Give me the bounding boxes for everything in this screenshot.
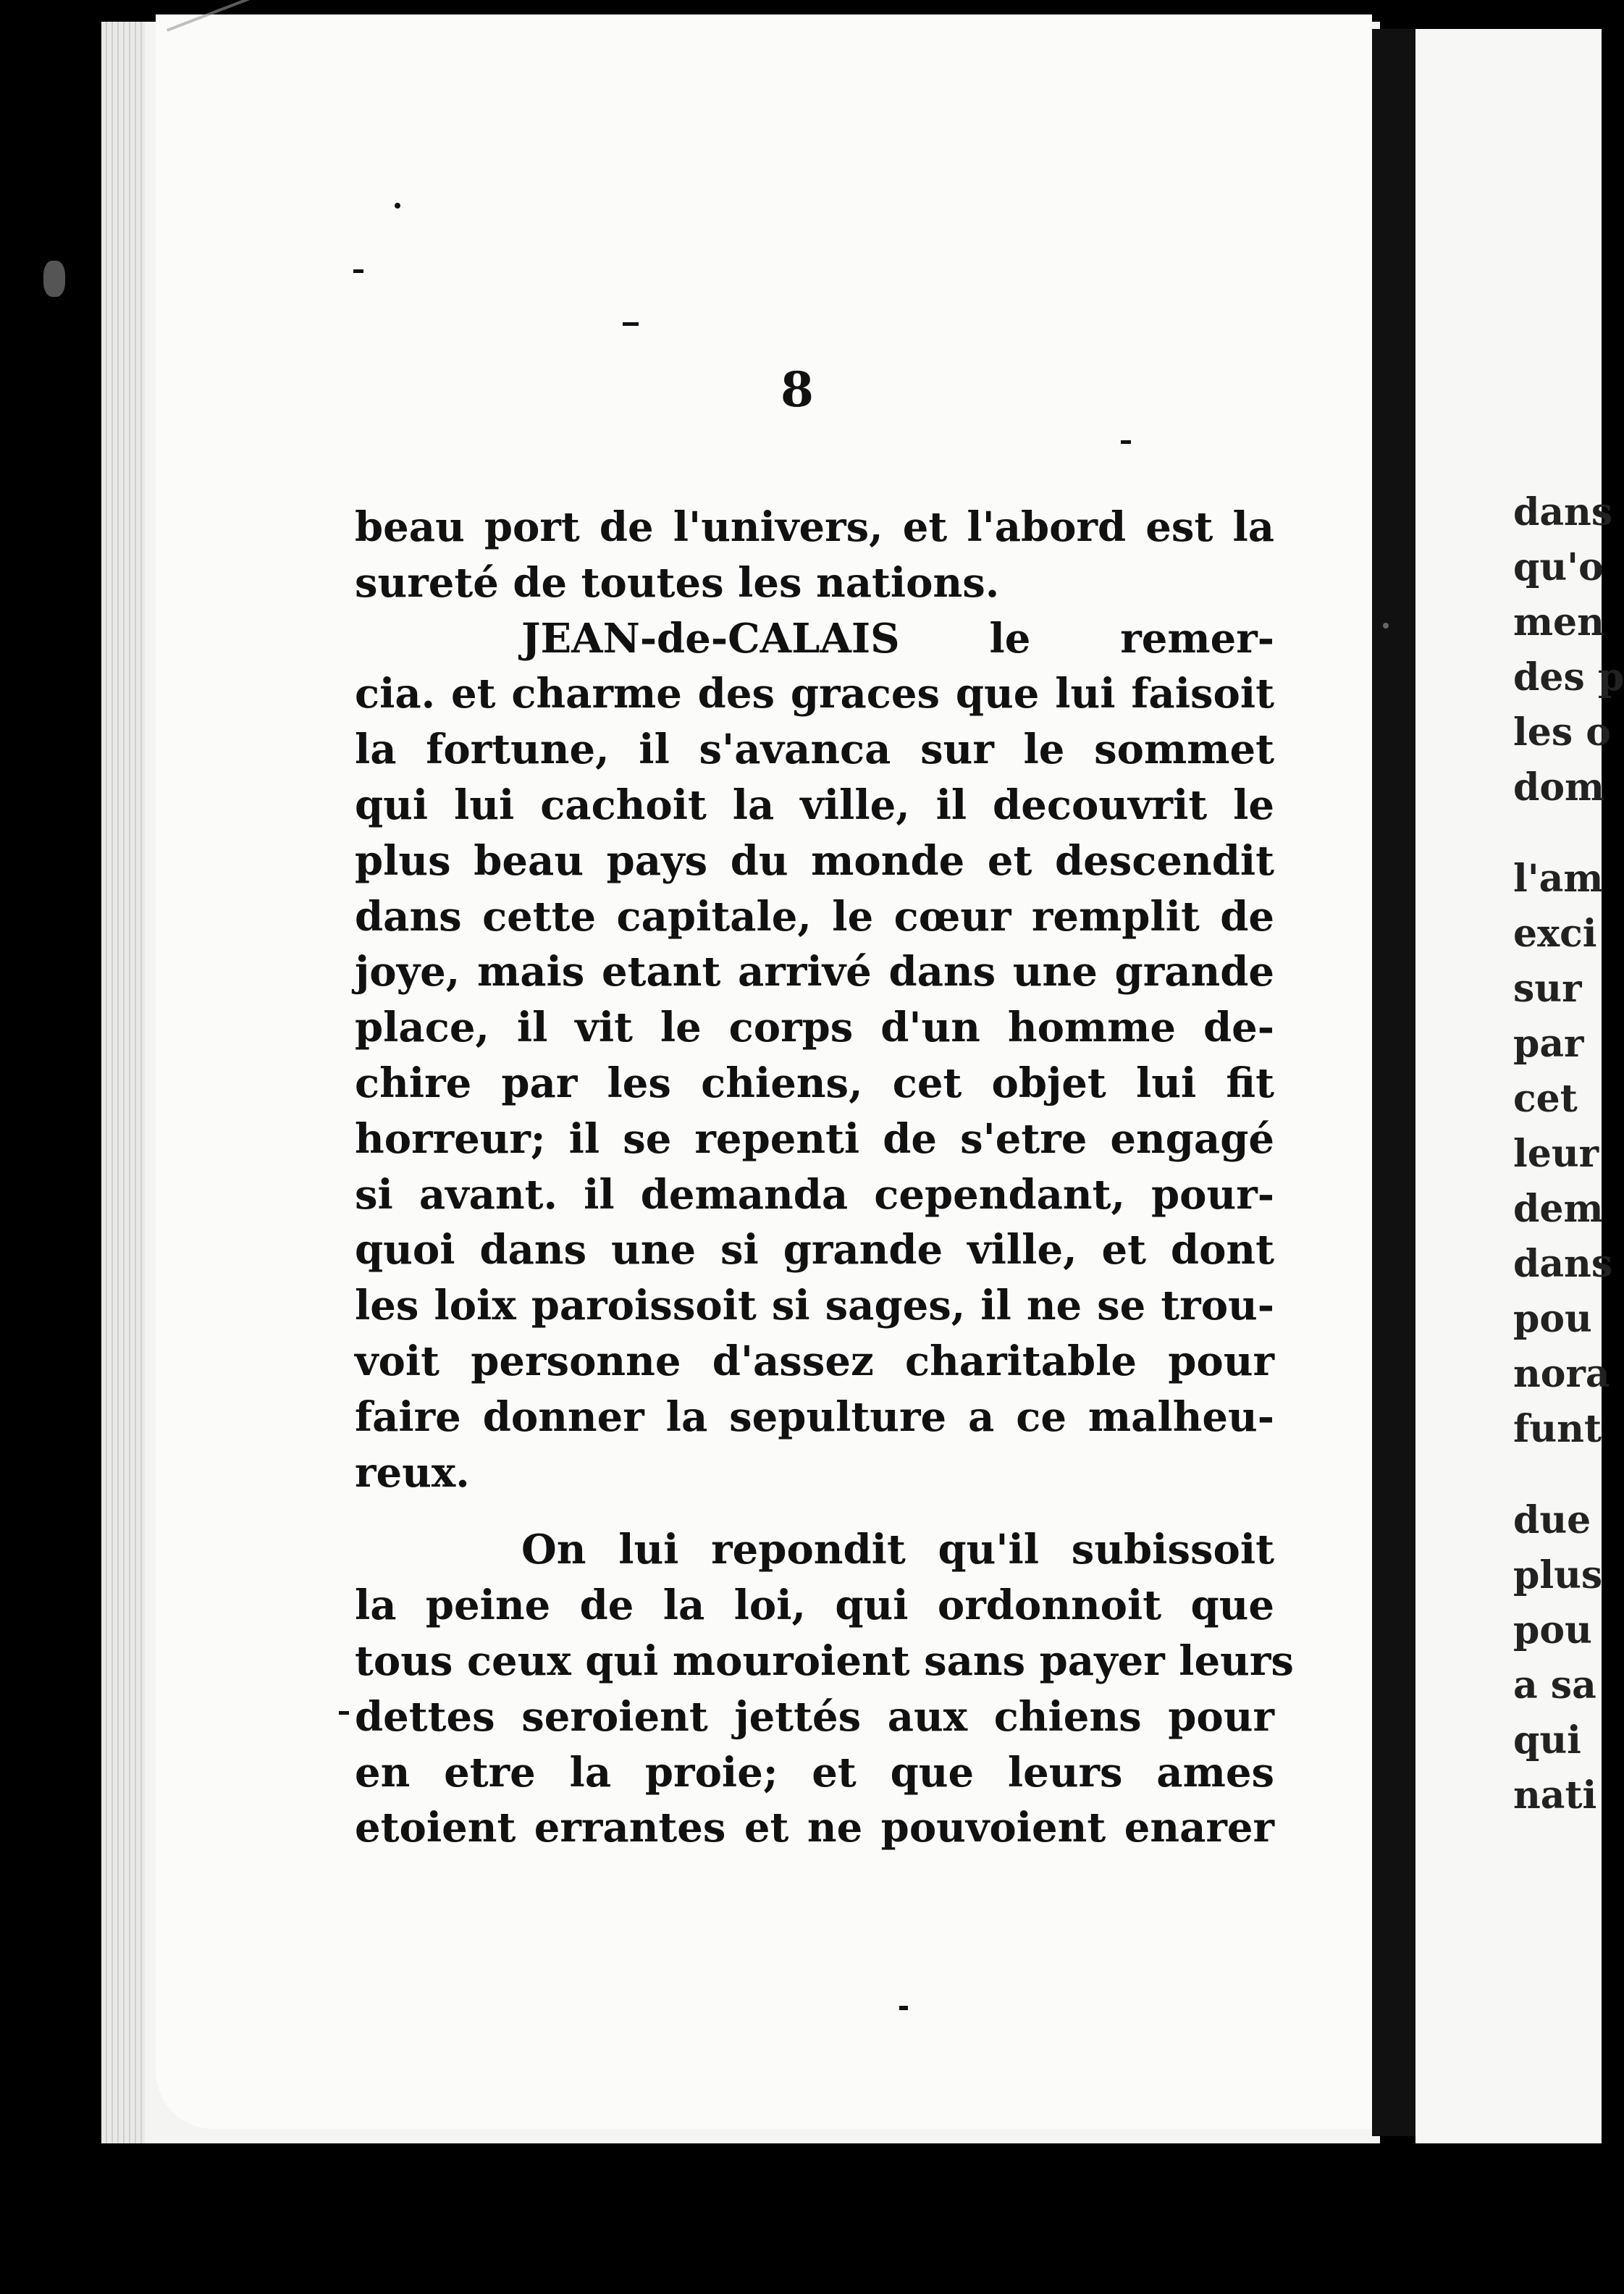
- facing-line: a sa: [1513, 1663, 1596, 1707]
- ink-speck: [43, 261, 65, 297]
- facing-line: sur: [1513, 967, 1582, 1011]
- text-line: joye, mais etant arrivé dans une grande: [355, 948, 1274, 996]
- facing-line: dans: [1513, 490, 1613, 534]
- text-line: la peine de la loi, qui ordonnoit que: [355, 1581, 1274, 1630]
- facing-line: men: [1513, 600, 1604, 644]
- text-line: faire donner la sepulture a ce malheu-: [355, 1392, 1274, 1441]
- page-edges: [101, 22, 145, 2143]
- text-line: chire par les chiens, cet objet lui fit: [355, 1059, 1274, 1107]
- facing-line: dem: [1513, 1187, 1604, 1231]
- ink-speck: [899, 2006, 908, 2010]
- text-line: tous ceux qui mouroient sans payer leurs: [355, 1637, 1294, 1685]
- facing-line: pou: [1513, 1608, 1592, 1652]
- book-gutter: [1372, 29, 1415, 2136]
- text-line: place, il vit le corps d'un homme de-: [355, 1004, 1274, 1052]
- facing-line: leur: [1513, 1132, 1599, 1176]
- text-line: On lui repondit qu'il subissoit: [521, 1526, 1274, 1574]
- ink-speck: [353, 269, 363, 273]
- text-line: qui lui cachoit la ville, il decouvrit le: [355, 781, 1274, 829]
- facing-line: par: [1513, 1022, 1584, 1066]
- body-text: [355, 500, 1294, 1856]
- facing-line: funt: [1513, 1407, 1602, 1451]
- ink-speck: [1383, 623, 1389, 629]
- page-number: 8: [781, 361, 814, 418]
- text-line: les loix paroissoit si sages, il ne se trou-: [355, 1282, 1274, 1330]
- text-line: en etre la proie; et que leurs ames: [355, 1748, 1274, 1797]
- facing-line: qui: [1513, 1718, 1581, 1762]
- facing-line: nora: [1513, 1352, 1610, 1396]
- facing-line: pou: [1513, 1297, 1592, 1341]
- text-line: quoi dans une si grande ville, et dont: [355, 1226, 1274, 1274]
- text-line: si avant. il demanda cependant, pour-: [355, 1170, 1274, 1219]
- text-line: voit personne d'assez charitable pour: [355, 1337, 1274, 1385]
- facing-line: exci: [1513, 912, 1597, 956]
- text-line: sureté de toutes les nations.: [355, 558, 1000, 607]
- facing-line: dans: [1513, 1242, 1613, 1286]
- text-line: etoient errantes et ne pouvoient enarer: [355, 1804, 1274, 1852]
- ink-speck: [1121, 440, 1131, 444]
- ink-speck: [339, 1711, 349, 1715]
- text-line: reux.: [355, 1448, 470, 1497]
- text-line: beau port de l'univers, et l'abord est la: [355, 503, 1274, 551]
- text-line: plus beau pays du monde et descendit: [355, 836, 1274, 885]
- facing-line: due: [1513, 1498, 1591, 1542]
- facing-line: nati: [1513, 1773, 1597, 1818]
- facing-line: l'am: [1513, 857, 1604, 901]
- facing-line: dom: [1513, 765, 1605, 810]
- text-line: cia. et charme des graces que lui faisoit: [355, 670, 1274, 718]
- facing-line: les o: [1513, 710, 1611, 755]
- ink-speck: [395, 203, 400, 209]
- facing-line: plus: [1513, 1553, 1603, 1597]
- facing-line: cet: [1513, 1077, 1578, 1121]
- facing-line: des p: [1513, 655, 1624, 699]
- facing-line: qu'o: [1513, 545, 1604, 589]
- text-line: dettes seroient jettés aux chiens pour: [355, 1692, 1274, 1741]
- text-line: la fortune, il s'avanca sur le sommet: [355, 726, 1274, 774]
- text-line: horreur; il se repenti de s'etre engagé: [355, 1114, 1274, 1163]
- ink-speck: [623, 322, 639, 326]
- text-line: JEAN-de-CALAIS le remer-: [521, 614, 1274, 663]
- facing-page-text: [1513, 485, 1624, 1823]
- text-line: dans cette capitale, le cœur remplit de: [355, 892, 1274, 941]
